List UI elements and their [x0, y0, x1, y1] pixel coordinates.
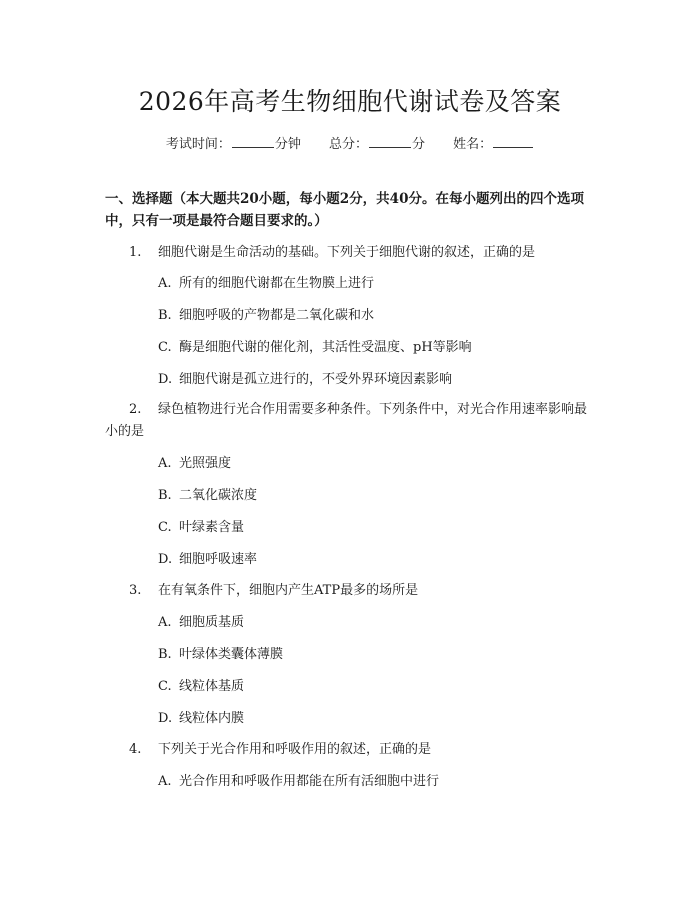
option-letter: B. [158, 308, 172, 323]
question-1-option-d [158, 371, 452, 389]
question-2 [105, 399, 595, 443]
option-text: 酶是细胞代谢的催化剂，其活性受温度、pH等影响 [179, 340, 472, 355]
option-letter: A. [158, 774, 172, 789]
question-3-option-a [158, 614, 244, 632]
exam-title: 2026年高考生物细胞代谢试卷及答案 [138, 87, 562, 116]
option-text: 细胞呼吸的产物都是二氧化碳和水 [179, 308, 375, 323]
option-text: 二氧化碳浓度 [179, 488, 258, 503]
question-3-option-c [158, 678, 244, 696]
score-unit: 分 [412, 137, 426, 152]
name-blank [493, 137, 533, 148]
question-3 [105, 580, 595, 602]
question-1-option-b [158, 307, 374, 325]
question-text: 绿色植物进行光合作用需要多种条件。下列条件中，对光合作用速率影响最小的是 [105, 402, 588, 439]
question-number: 3. [129, 583, 142, 598]
option-text: 细胞质基质 [179, 615, 245, 630]
option-letter: C. [158, 520, 172, 535]
time-field [166, 137, 301, 152]
option-letter: D. [158, 372, 173, 387]
time-label: 考试时间： [165, 137, 231, 152]
option-text: 叶绿体类囊体薄膜 [179, 647, 284, 662]
option-letter: D. [158, 552, 173, 567]
question-2-option-d [158, 551, 257, 569]
option-letter: C. [158, 340, 172, 355]
question-2-option-c [158, 519, 244, 537]
exam-meta-line [0, 133, 700, 152]
question-text: 下列关于光合作用和呼吸作用的叙述，正确的是 [158, 742, 432, 757]
option-text: 线粒体内膜 [179, 711, 245, 726]
question-text: 细胞代谢是生命活动的基础。下列关于细胞代谢的叙述，正确的是 [158, 245, 536, 260]
score-label: 总分： [328, 137, 368, 152]
option-text: 叶绿素含量 [179, 520, 245, 535]
time-blank [232, 137, 274, 148]
question-1 [105, 242, 595, 264]
option-text: 细胞代谢是孤立进行的，不受外界环境因素影响 [179, 372, 453, 387]
question-number: 4. [129, 742, 142, 757]
question-3-option-d [158, 710, 244, 728]
option-letter: B. [158, 488, 172, 503]
option-text: 光合作用和呼吸作用都能在所有活细胞中进行 [179, 774, 440, 789]
option-text: 线粒体基质 [179, 679, 245, 694]
option-text: 光照强度 [179, 456, 232, 471]
question-4 [105, 739, 595, 761]
option-text: 细胞呼吸速率 [179, 552, 258, 567]
question-1-option-c [158, 339, 472, 357]
time-unit: 分钟 [274, 137, 301, 152]
option-text: 所有的细胞代谢都在生物膜上进行 [179, 276, 375, 291]
question-2-option-a [158, 455, 231, 473]
name-field [453, 137, 534, 152]
name-label: 姓名： [453, 137, 493, 152]
question-1-option-a [158, 275, 374, 293]
score-blank [369, 137, 411, 148]
score-field [329, 137, 425, 152]
option-letter: A. [158, 615, 172, 630]
section-heading: 一、选择题（本大题共20小题，每小题2分，共40分。在每小题列出的四个选项中，只有一项是最符合题目要求的。） [105, 191, 584, 229]
question-number: 2. [129, 402, 142, 417]
option-letter: A. [158, 276, 172, 291]
question-2-option-b [158, 487, 257, 505]
option-letter: A. [158, 456, 172, 471]
question-text: 在有氧条件下，细胞内产生ATP最多的场所是 [158, 583, 419, 598]
option-letter: B. [158, 647, 172, 662]
question-4-option-a [158, 773, 439, 791]
option-letter: D. [158, 711, 173, 726]
question-number: 1. [129, 245, 142, 260]
question-3-option-b [158, 646, 283, 664]
option-letter: C. [158, 679, 172, 694]
